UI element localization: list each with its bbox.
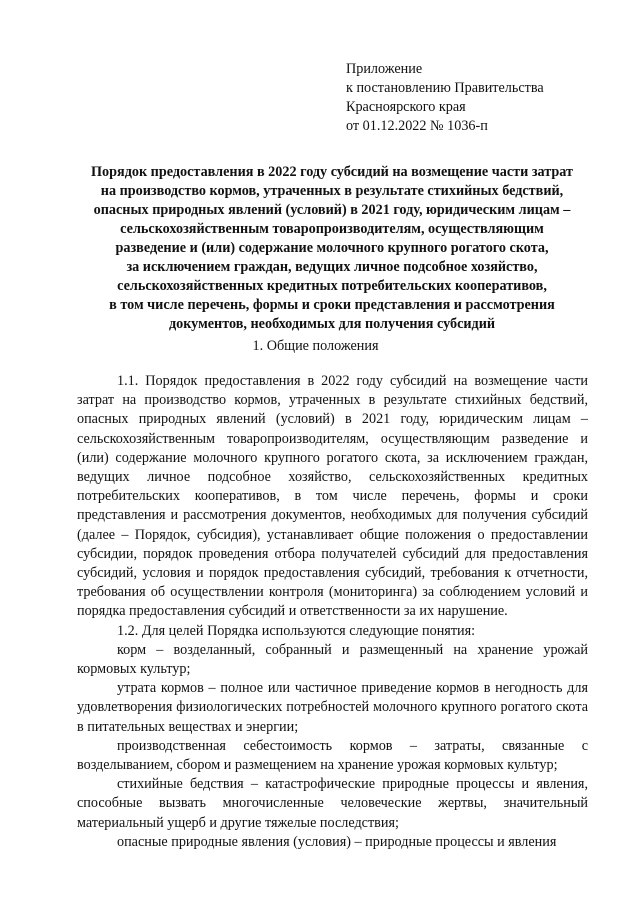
appendix-line: от 01.12.2022 № 1036-п <box>346 118 488 134</box>
appendix-line: Приложение <box>346 61 423 77</box>
paragraph: утрата кормов – полное или частичное приведение кормов в негодность для удовлетворения физиологических потребностей молочного крупного рогатого скота в питательных веществах и энергии; <box>77 680 588 735</box>
title-line: сельскохозяйственных кредитных потребительских кооперативов, <box>117 278 547 294</box>
title-line: опасных природных явлений (условий) в 2021 году, юридическим лицам – <box>93 202 571 218</box>
appendix-block <box>346 60 616 136</box>
title-line: сельскохозяйственным товаропроизводителям, осуществляющим <box>120 221 544 237</box>
title-line: разведение и (или) содержание молочного крупного рогатого скота, <box>115 240 549 256</box>
title-line: за исключением граждан, ведущих личное подсобное хозяйство, <box>126 259 538 275</box>
title-line: документов, необходимых для получения субсидий <box>168 316 496 332</box>
appendix-line: Красноярского края <box>346 99 466 115</box>
appendix-line: к постановлению Правительства <box>346 80 544 96</box>
document-title <box>62 163 602 334</box>
paragraph: корм – возделанный, собранный и размещенный на хранение урожай кормовых культур; <box>77 641 588 678</box>
section-heading: 1. Общие положения <box>252 338 379 354</box>
title-line: в том числе перечень, формы и сроки представления и рассмотрения <box>109 297 555 313</box>
document-body <box>77 372 588 852</box>
paragraph: 1.2. Для целей Порядка используются следующие понятия: <box>117 622 476 639</box>
paragraph: опасные природные явления (условия) – природные процессы и явления <box>117 833 557 850</box>
paragraph: производственная себестоимость кормов – затраты, связанные с возделыванием, сбором и размещением на хранение урожая кормовых культур; <box>77 737 588 774</box>
paragraph: 1.1. Порядок предоставления в 2022 году субсидий на возмещение части затрат на производство кормов, утраченных в результате стихийных бедствий, опасных природных явлений (условий) в 2021 году, юридическим лицам – сельскохозяйственным товаропроизводителям, осуществляющим разведение и (или) содержание молочного крупного рогатого скота, за исключением граждан, ведущих личное подсобное хозяйство, сельскохозяйственных кредитных потребительских кооперативов, в том числе перечень, формы и сроки представления и рассмотрения документов, необходимых для получения субсидий (далее – Порядок, субсидия), устанавливает общие положения о предоставлении субсидии, порядок проведения отбора получателей субсидий для предоставления субсидий, условия и порядок предоставления субсидий, требования к отчетности, требования об осуществлении контроля (мониторинга) за соблюдением условий и порядка предоставления субсидий и ответственности за их нарушение. <box>77 373 588 620</box>
title-line: на производство кормов, утраченных в результате стихийных бедствий, <box>100 183 564 199</box>
title-line: Порядок предоставления в 2022 году субсидий на возмещение части затрат <box>91 164 573 180</box>
paragraph: стихийные бедствия – катастрофические природные процессы и явления, способные вызвать многочисленные человеческие жертвы, значительный материальный ущерб и другие тяжелые последствия; <box>77 776 588 831</box>
